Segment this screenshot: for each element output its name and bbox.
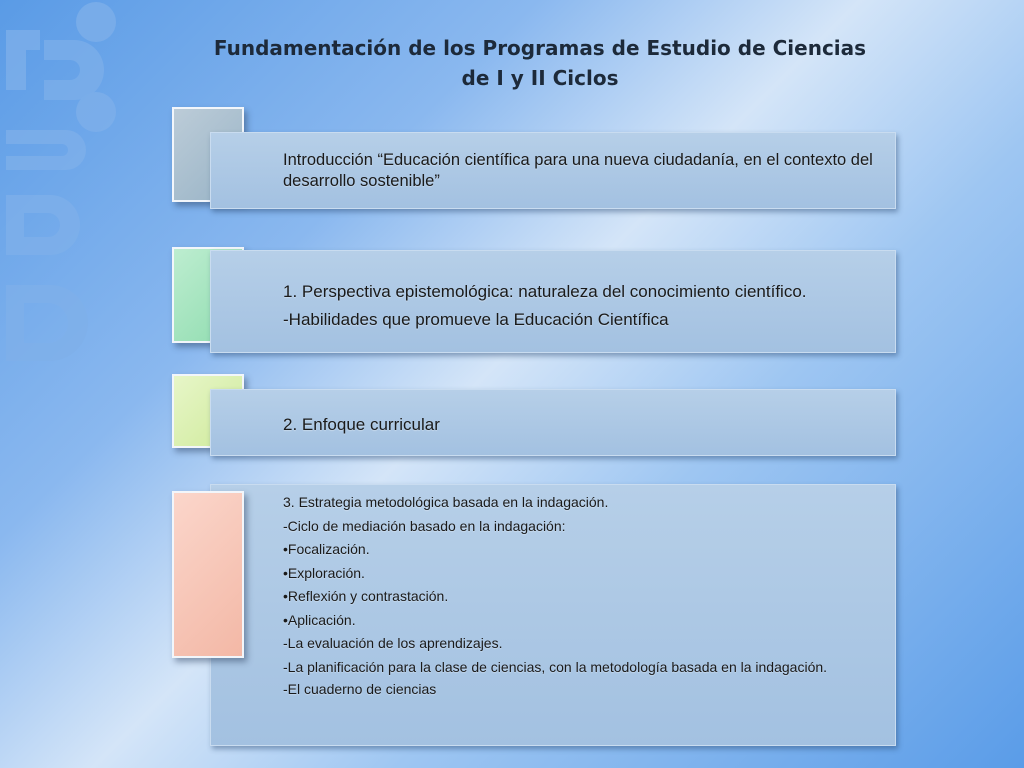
box-4-text (283, 494, 883, 705)
box-2-panel (210, 250, 896, 353)
box-4-line: -La evaluación de los aprendizajes. (283, 635, 503, 651)
box-4-line: -La planificación para la clase de ciencias, con la metodología basada en la indagación. (283, 658, 828, 675)
box-3-panel (210, 389, 896, 456)
box-4-line: 3. Estrategia metodológica basada en la indagación. (283, 494, 609, 510)
box-1-text (283, 150, 883, 192)
box-4-tab (172, 491, 244, 658)
box-1-panel (210, 132, 896, 209)
box-4-line: •Exploración. (283, 564, 365, 581)
mep-logo (0, 0, 130, 380)
box-1-line: Introducción “Educación científica para una nueva ciudadanía, en el contexto del desarrollo sostenible” (283, 151, 873, 190)
box-3-line: 2. Enfoque curricular (283, 415, 440, 434)
box-4-panel (210, 484, 896, 746)
box-2-line: -Habilidades que promueve la Educación Científica (283, 310, 669, 329)
box-4-line: •Reflexión y contrastación. (283, 588, 449, 604)
box-4-line: •Aplicación. (283, 611, 356, 628)
box-3-text (283, 414, 883, 436)
box-2-line: 1. Perspectiva epistemológica: naturaleza del conocimiento científico. (283, 282, 807, 301)
box-4-line: •Focalización. (283, 541, 370, 557)
slide-title: Fundamentación de los Programas de Estudio de Ciencias de I y II Ciclos (213, 36, 867, 90)
box-4-line: -Ciclo de mediación basado en la indagación: (283, 517, 566, 534)
box-2-text (283, 278, 883, 334)
box-4-line: -El cuaderno de ciencias (283, 681, 437, 697)
